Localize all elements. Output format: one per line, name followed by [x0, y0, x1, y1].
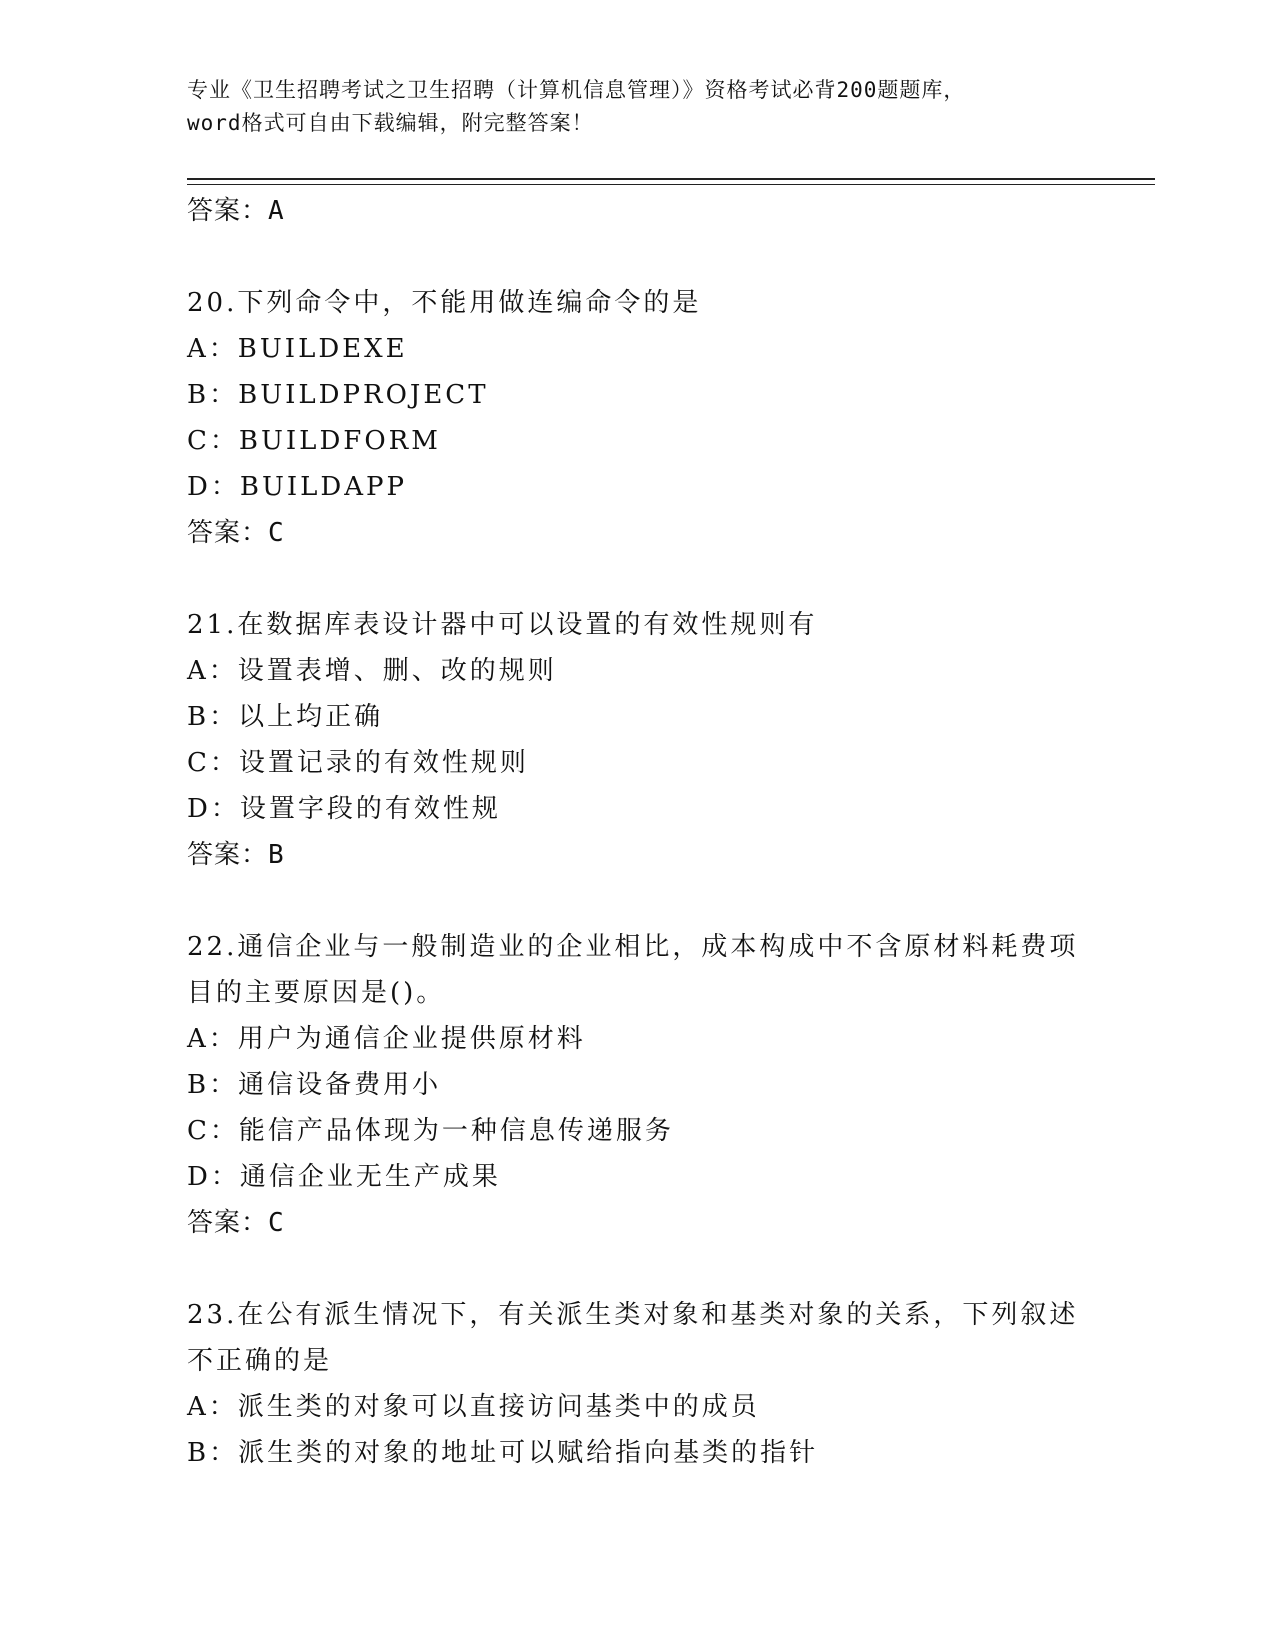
- option-d: D：通信企业无生产成果: [187, 1162, 501, 1192]
- block-spacer: [187, 234, 1087, 280]
- block-spacer: [187, 878, 1087, 924]
- answer-line: 答案：B: [187, 840, 285, 870]
- document-header: [187, 74, 1087, 140]
- header-divider-thin: [187, 184, 1155, 185]
- option-a: A：用户为通信企业提供原材料: [187, 1024, 586, 1054]
- option-d: D：设置字段的有效性规: [187, 794, 501, 824]
- block-spacer: [187, 1246, 1087, 1292]
- option-a: A：BUILDEXE: [187, 334, 408, 364]
- option-c: C：BUILDFORM: [187, 426, 441, 456]
- answer-line: 答案：C: [187, 518, 285, 548]
- option-a: A：设置表增、删、改的规则: [187, 656, 557, 686]
- question-stem: 20.下列命令中，不能用做连编命令的是: [187, 288, 702, 318]
- option-c: C：设置记录的有效性规则: [187, 748, 529, 778]
- question-stem: 23.在公有派生情况下，有关派生类对象和基类对象的关系，下列叙述: [187, 1300, 1079, 1330]
- option-a: A：派生类的对象可以直接访问基类中的成员: [187, 1392, 760, 1422]
- answer-line: 答案：C: [187, 1208, 285, 1238]
- question-block-21: [187, 602, 1087, 878]
- block-spacer: [187, 556, 1087, 602]
- question-stem-continued: 目的主要原因是()。: [187, 978, 446, 1008]
- question-list: [187, 188, 1087, 1476]
- answer-line: 答案：A: [187, 196, 285, 226]
- question-stem: 21.在数据库表设计器中可以设置的有效性规则有: [187, 610, 818, 640]
- question-stem-continued: 不正确的是: [187, 1346, 333, 1376]
- option-b: B：通信设备费用小: [187, 1070, 442, 1100]
- question-block-22: [187, 924, 1087, 1246]
- option-c: C：能信产品体现为一种信息传递服务: [187, 1116, 674, 1146]
- header-line-2: word格式可自由下载编辑，附完整答案！: [187, 111, 594, 135]
- header-divider-thick: [187, 178, 1155, 180]
- question-block-20: [187, 280, 1087, 556]
- option-d: D：BUILDAPP: [187, 472, 408, 502]
- option-b: B：以上均正确: [187, 702, 384, 732]
- header-line-1: 专业《卫生招聘考试之卫生招聘（计算机信息管理）》资格考试必背200题题库，: [187, 78, 966, 102]
- option-b: B：派生类的对象的地址可以赋给指向基类的指针: [187, 1438, 819, 1468]
- question-block-23: [187, 1292, 1087, 1476]
- question-stem: 22.通信企业与一般制造业的企业相比，成本构成中不含原材料耗费项: [187, 932, 1079, 962]
- option-b: B：BUILDPROJECT: [187, 380, 489, 410]
